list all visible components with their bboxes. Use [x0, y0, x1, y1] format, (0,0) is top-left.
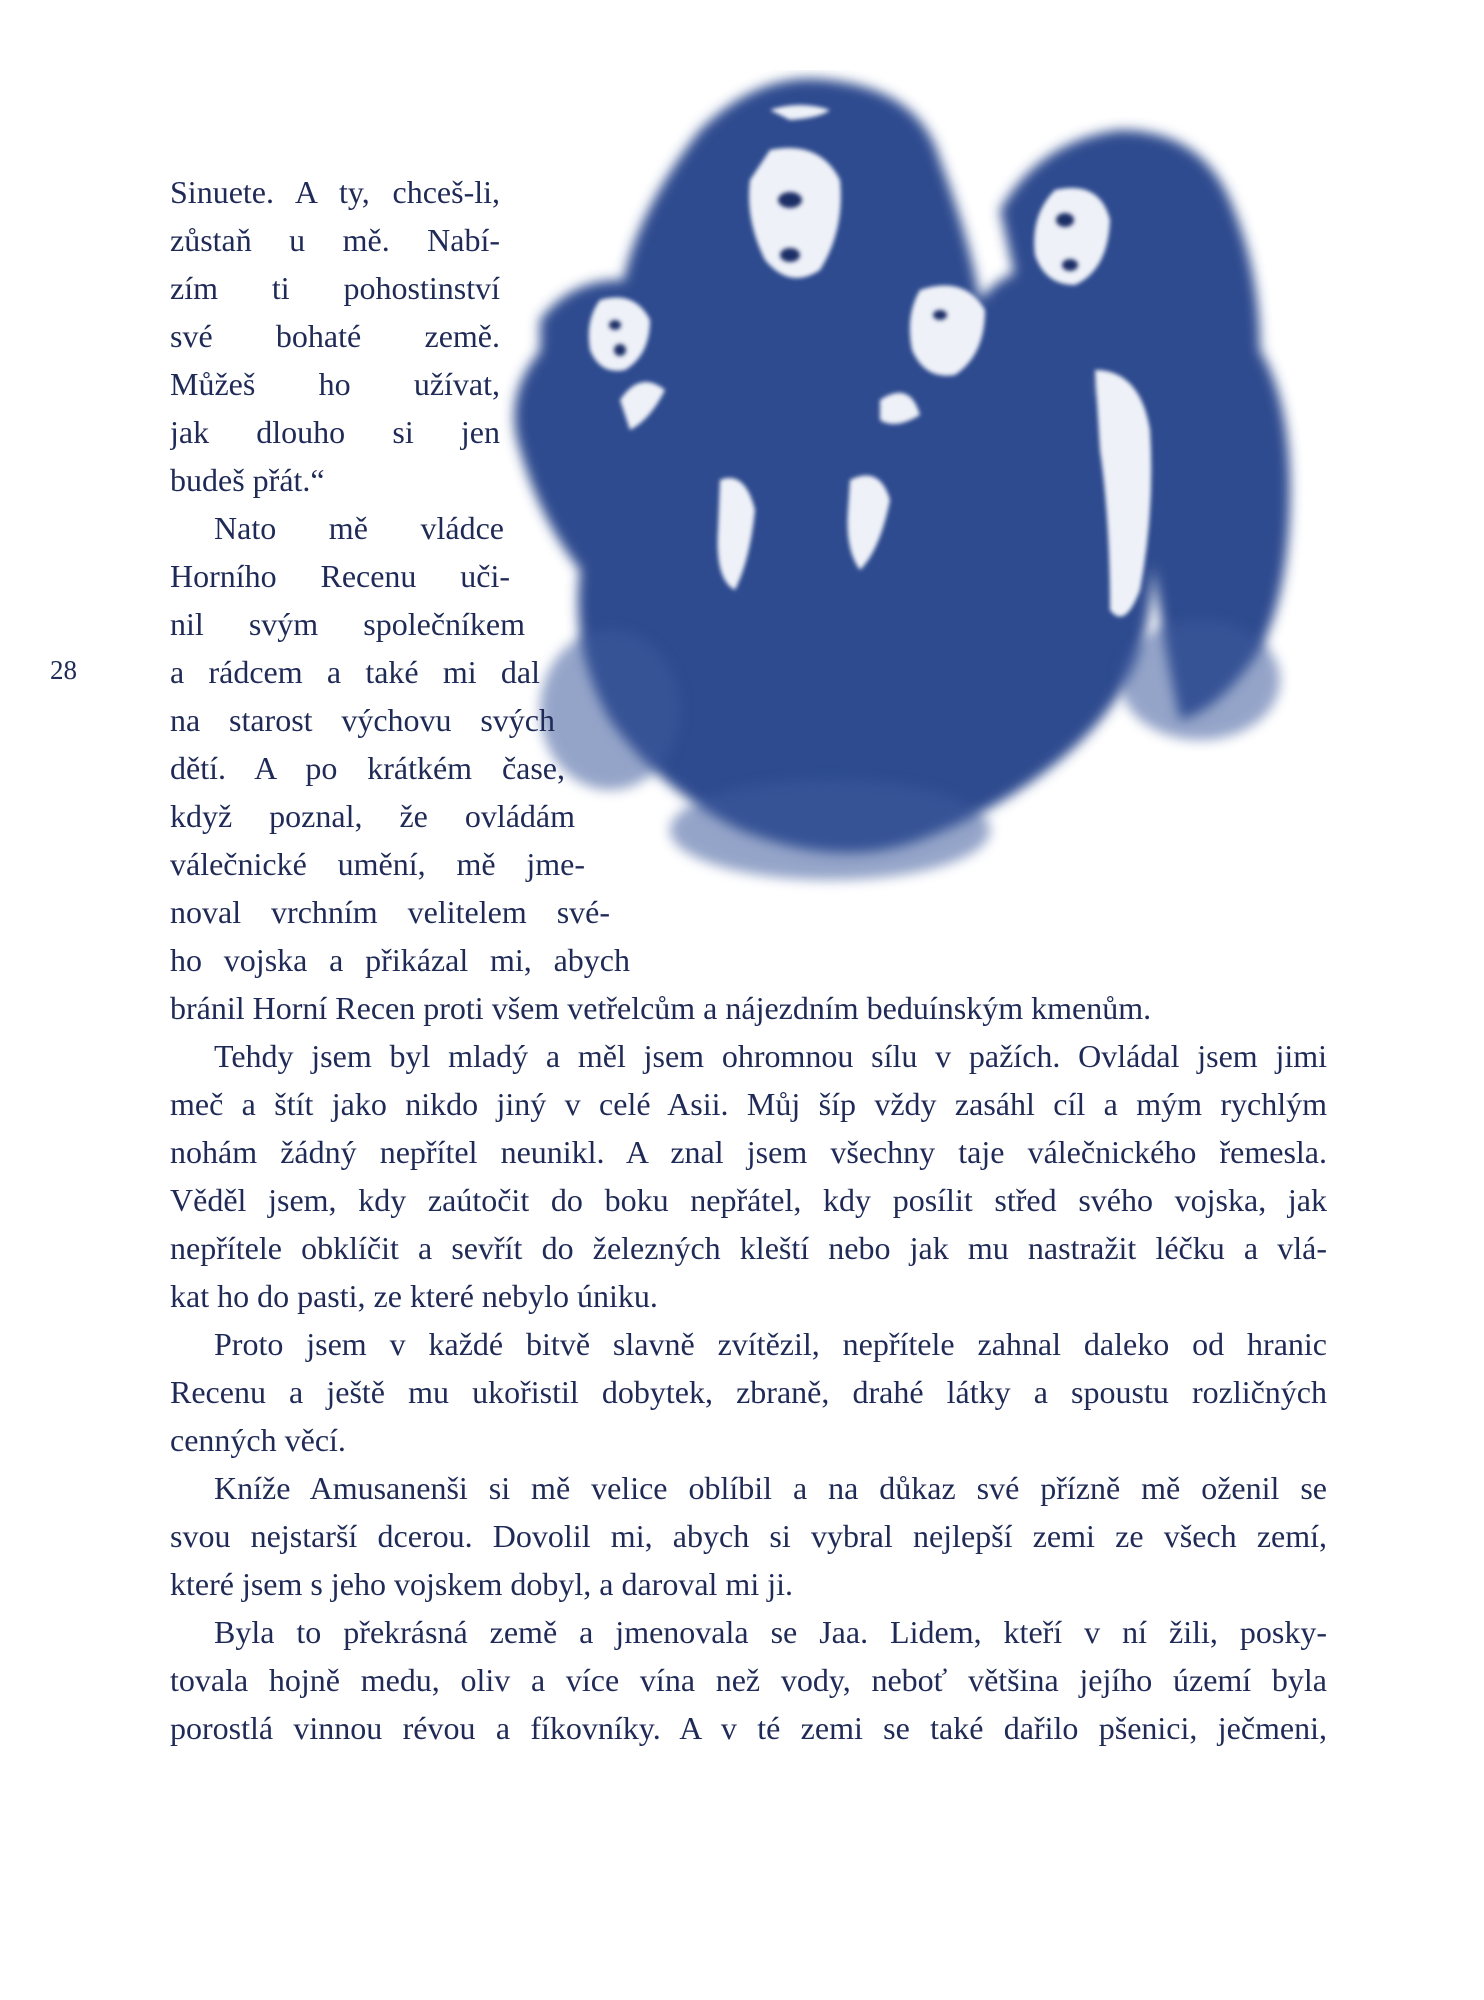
text-line: svou nejstarší dcerou. Dovolil mi, abych si vybral nejlepší zemi ze všech zemí,: [170, 1518, 1327, 1554]
text-line: ho vojska a přikázal mi, abych: [170, 942, 630, 978]
text-line: zůstaň u mě. Nabí-: [170, 222, 500, 258]
text-line: na starost výchovu svých: [170, 702, 555, 738]
text-line: Sinuete. A ty, chceš-li,: [170, 174, 500, 210]
text-line: dětí. A po krátkém čase,: [170, 750, 565, 786]
text-line: porostlá vinnou révou a fíkovníky. A v té zemi se také dařilo pšenici, ječmeni,: [170, 1710, 1327, 1746]
text-line: Byla to překrásná země a jmenovala se Jaa. Lidem, kteří v ní žili, posky-: [214, 1614, 1327, 1650]
body-text: [170, 168, 1327, 1752]
text-line: nepřítele obklíčit a sevřít do železných kleští nebo jak mu nastražit léčku a vlá-: [170, 1230, 1327, 1266]
text-line: cenných věcí.: [170, 1422, 346, 1458]
text-line: válečnické umění, mě jme-: [170, 846, 585, 882]
text-line: Kníže Amusanenši si mě velice oblíbil a na důkaz své přízně mě oženil se: [214, 1470, 1327, 1506]
text-line: nohám žádný nepřítel neunikl. A znal jsem všechny taje válečnického řemesla.: [170, 1134, 1327, 1170]
text-line: Proto jsem v každé bitvě slavně zvítězil, nepřítele zahnal daleko od hranic: [214, 1326, 1327, 1362]
text-line: tovala hojně medu, oliv a více vína než vody, neboť většina jejího území byla: [170, 1662, 1327, 1698]
text-line: budeš přát.“: [170, 462, 325, 498]
text-line: své bohaté země.: [170, 318, 500, 354]
text-line: noval vrchním velitelem své-: [170, 894, 610, 930]
text-line: Horního Recenu uči-: [170, 558, 510, 594]
text-line: Recenu a ještě mu ukořistil dobytek, zbraně, drahé látky a spoustu rozličných: [170, 1374, 1327, 1410]
text-line: jak dlouho si jen: [170, 414, 500, 450]
page-number: 28: [50, 655, 77, 685]
text-line: Nato mě vládce: [214, 510, 504, 546]
text-line: Věděl jsem, kdy zaútočit do boku nepřátel, kdy posílit střed svého vojska, jak: [170, 1182, 1327, 1218]
text-line: Můžeš ho užívat,: [170, 366, 500, 402]
text-line: nil svým společníkem: [170, 606, 525, 642]
text-line: kat ho do pasti, ze které nebylo úniku.: [170, 1278, 658, 1314]
text-line: a rádcem a také mi dal: [170, 654, 540, 690]
text-line: meč a štít jako nikdo jiný v celé Asii. Můj šíp vždy zasáhl cíl a mým rychlým: [170, 1086, 1327, 1122]
text-line: Tehdy jsem byl mladý a měl jsem ohromnou sílu v pažích. Ovládal jsem jimi: [214, 1038, 1327, 1074]
text-line: bránil Horní Recen proti všem vetřelcům a nájezdním beduínským kmenům.: [170, 990, 1152, 1026]
text-line: zím ti pohostinství: [170, 270, 500, 306]
text-line: které jsem s jeho vojskem dobyl, a daroval mi ji.: [170, 1566, 793, 1602]
text-line: když poznal, že ovládám: [170, 798, 575, 834]
